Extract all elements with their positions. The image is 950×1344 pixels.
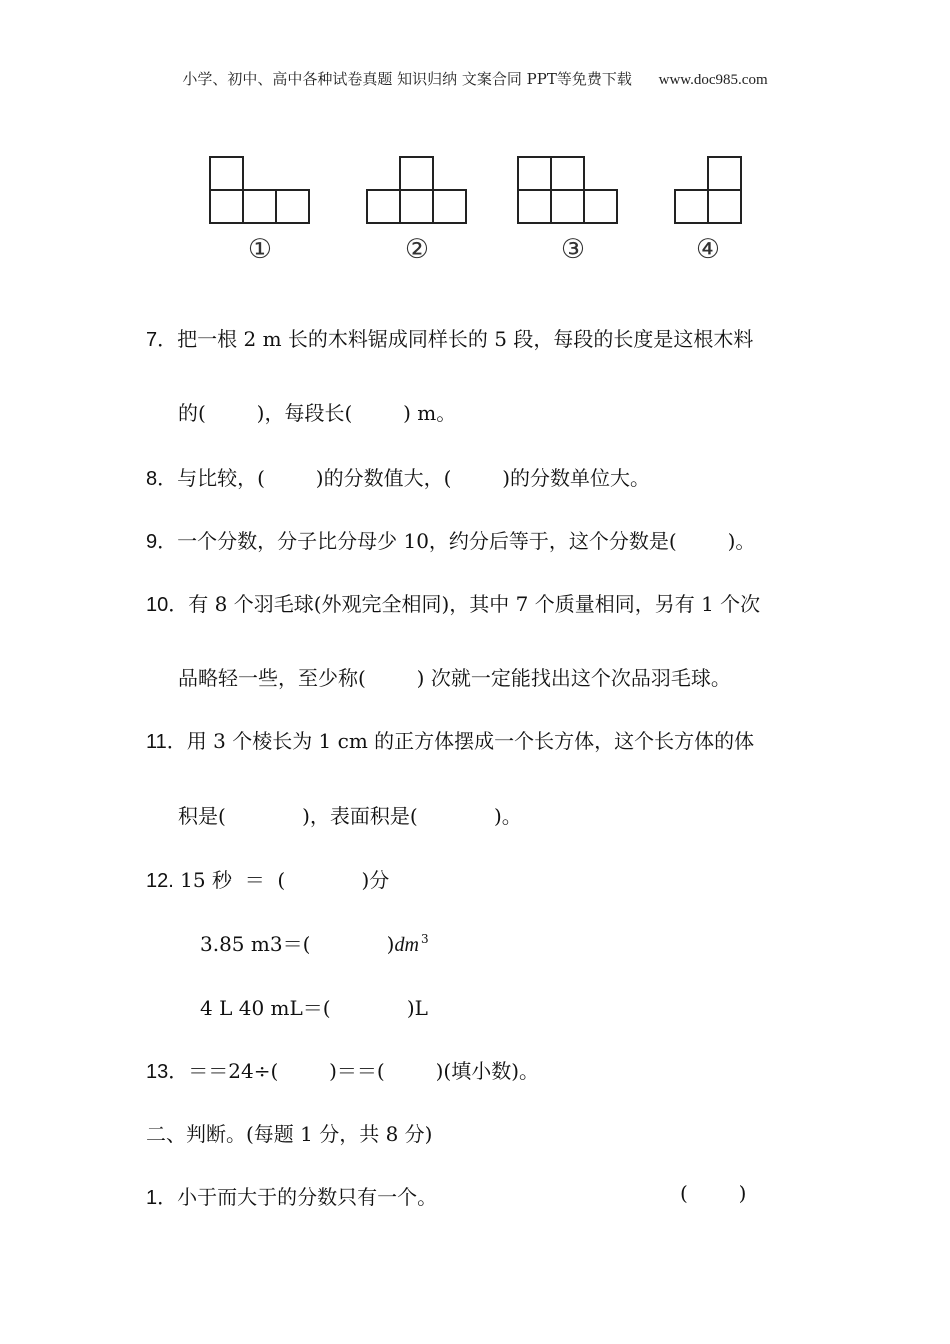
question-13 <box>146 1055 539 1084</box>
question-10-number: 10． <box>146 594 189 616</box>
figures-svg <box>0 152 950 232</box>
question-12-line-2 <box>200 928 429 957</box>
figure-3 <box>518 157 617 223</box>
question-11-number: 11． <box>146 731 187 753</box>
figure-2 <box>367 157 466 223</box>
question-8-text: 与比较，( )的分数值大，( )的分数单位大。 <box>177 466 651 490</box>
question-11-line-1 <box>146 725 754 754</box>
question-7-line-1 <box>146 323 753 352</box>
figure-label-2: ② <box>404 234 430 265</box>
question-12-unit-exponent: 3 <box>420 932 429 947</box>
judgment-1-number: 1． <box>146 1187 178 1209</box>
judgment-1-text: 小于而大于的分数只有一个。 <box>177 1185 438 1209</box>
question-12-line-3: 4 L 40 mL＝( )L <box>200 996 428 1020</box>
block-figures <box>0 152 950 272</box>
header-text: 小学、初中、高中各种试卷真题 知识归纳 文案合同 PPT等免费下载 <box>182 70 632 88</box>
figure-label-1: ① <box>247 234 273 265</box>
question-10-text: 有 8 个羽毛球(外观完全相同)，其中 7 个质量相同，另有 1 个次 <box>188 592 761 616</box>
question-10-line-2: 品略轻一些，至少称( ) 次就一定能找出这个次品羽毛球。 <box>178 666 731 690</box>
question-12-text: 15 秒 ＝ ( )分 <box>173 868 390 892</box>
question-7-number: 7． <box>146 329 178 351</box>
page-header <box>0 68 950 89</box>
question-7-text: 把一根 2 m 长的木料锯成同样长的 5 段，每段的长度是这根木料 <box>177 327 754 351</box>
judgment-1-blank: ( ) <box>680 1181 747 1205</box>
question-9 <box>146 525 755 554</box>
question-11-line-2: 积是( )，表面积是( )。 <box>178 804 522 828</box>
header-url: www.doc985.com <box>658 72 768 88</box>
question-12-number: 12. <box>146 870 174 892</box>
figure-4 <box>675 157 741 223</box>
question-11-text: 用 3 个棱长为 1 cm 的正方体摆成一个长方体，这个长方体的体 <box>186 729 755 753</box>
question-8-number: 8． <box>146 468 178 490</box>
question-12-conversion-2: 3.85 m3＝( ) <box>200 932 395 956</box>
question-8 <box>146 462 650 491</box>
section-2-title: 二、判断。(每题 1 分，共 8 分) <box>146 1122 433 1146</box>
figure-label-3: ③ <box>560 234 586 265</box>
question-9-text: 一个分数，分子比分母少 10，约分后等于，这个分数是( )。 <box>177 529 756 553</box>
question-12-line-1 <box>146 864 389 893</box>
question-12-unit: dm <box>394 934 419 956</box>
judgment-1 <box>146 1181 437 1210</box>
question-10-line-1 <box>146 588 760 617</box>
question-9-number: 9． <box>146 531 178 553</box>
figure-1 <box>210 157 309 223</box>
question-13-text: ＝＝24÷( )＝＝( )(填小数)。 <box>188 1059 539 1083</box>
figure-label-4: ④ <box>695 234 721 265</box>
question-13-number: 13． <box>146 1061 189 1083</box>
question-7-line-2: 的( )，每段长( ) m。 <box>178 401 457 425</box>
